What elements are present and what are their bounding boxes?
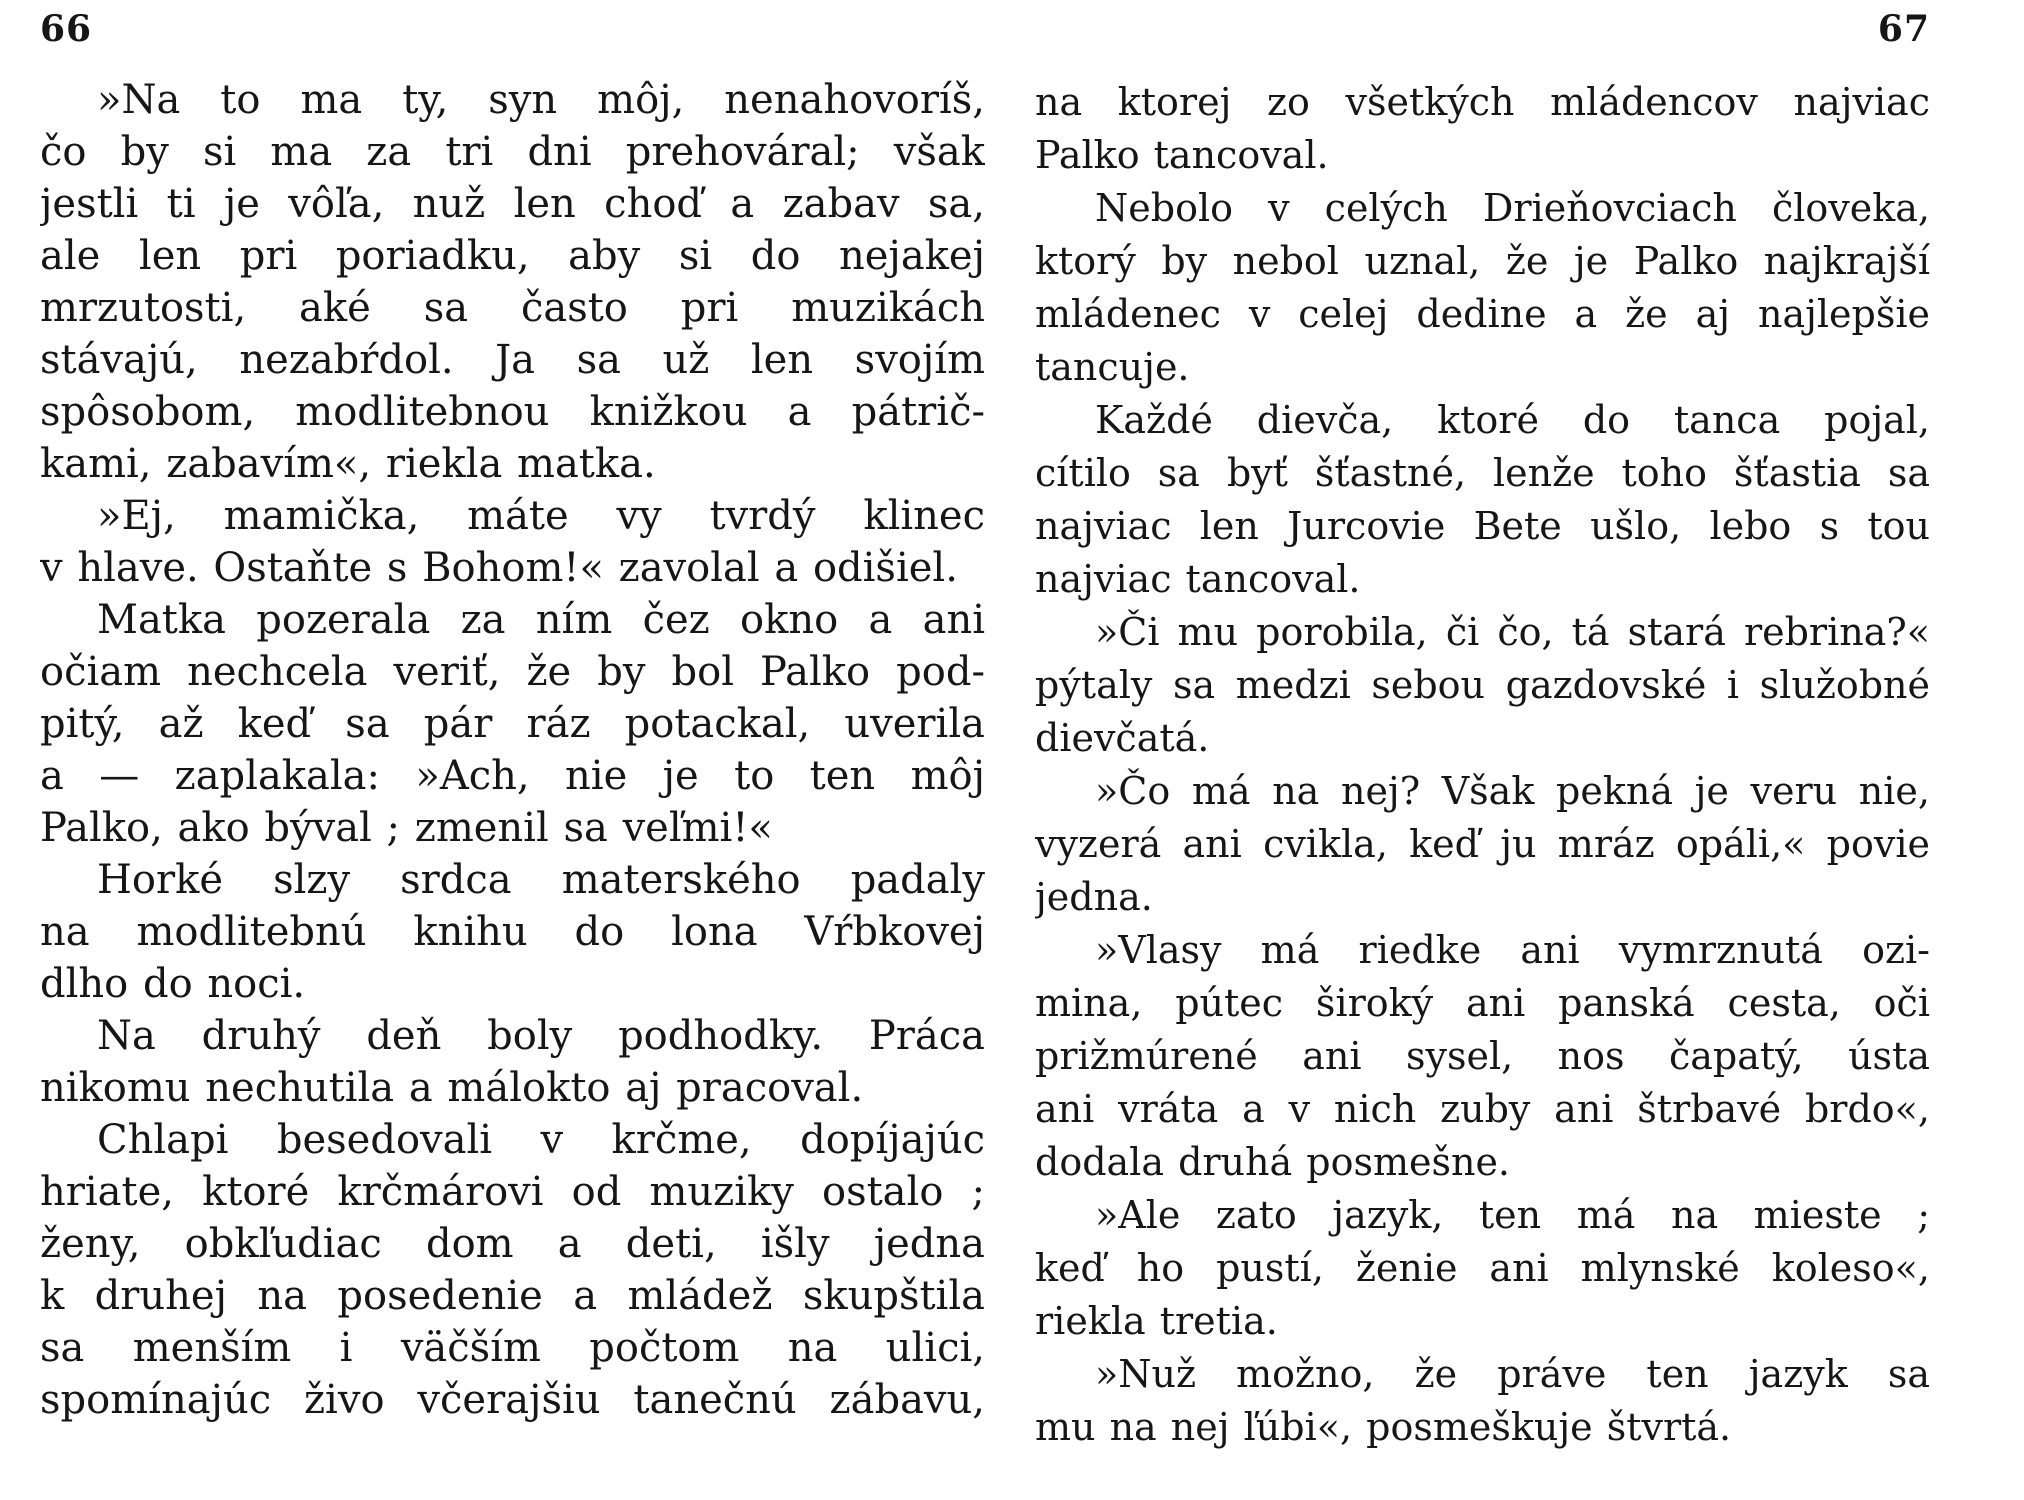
page-number-left: 66	[40, 8, 93, 50]
text-line: mina, pútec široký ani panská cesta, oči	[1035, 981, 1930, 1025]
text-line: jedna.	[1035, 875, 1153, 919]
text-line: cítilo sa byť šťastné, lenže toho šťastia sa	[1035, 451, 1930, 495]
text-line: jestli ti je vôľa, nuž len choď a zabav sa,	[40, 181, 985, 227]
text-line: riekla tretia.	[1035, 1299, 1278, 1343]
text-line: Horké slzy srdca materského padaly	[97, 857, 985, 903]
text-line: Palko, ako býval ; zmenil sa veľmi!«	[40, 805, 773, 851]
text-line: Matka pozerala za ním čez okno a ani	[97, 597, 985, 643]
text-line: Palko tancoval.	[1035, 133, 1329, 177]
text-line: keď ho pustí, ženie ani mlynské koleso«,	[1035, 1246, 1930, 1290]
text-line: na modlitebnú knihu do lona Vŕbkovej	[40, 909, 985, 955]
text-line: »Nuž možno, že práve ten jazyk sa	[1095, 1352, 1930, 1396]
text-line: v hlave. Ostaňte s Bohom!« zavolal a odišiel.	[40, 545, 958, 591]
text-line: ženy, obkľudiac dom a deti, išly jedna	[40, 1221, 985, 1267]
text-line: prižmúrené ani sysel, nos čapatý, ústa	[1035, 1034, 1930, 1078]
text-line: čo by si ma za tri dni prehováral; však	[40, 129, 985, 175]
text-line: pitý, až keď sa pár ráz potackal, uverila	[40, 701, 985, 747]
text-line: »Ale zato jazyk, ten má na mieste ;	[1095, 1193, 1930, 1237]
text-line: Nebolo v celých Drieňovciach človeka,	[1095, 186, 1930, 230]
text-line: spomínajúc živo včerajšiu tanečnú zábavu,	[40, 1377, 985, 1423]
text-line: kami, zabavím«, riekla matka.	[40, 441, 656, 487]
text-line: Chlapi besedovali v krčme, dopíjajúc	[97, 1117, 985, 1163]
text-line: vyzerá ani cvikla, keď ju mráz opáli,« povie	[1035, 822, 1930, 866]
text-line: ani vráta a v nich zuby ani štrbavé brdo«,	[1035, 1087, 1930, 1131]
text-column-right	[1035, 76, 1930, 1454]
text-line: očiam nechcela veriť, že by bol Palko pod-	[40, 649, 985, 695]
text-line: »Ej, mamička, máte vy tvrdý klinec	[97, 493, 985, 539]
text-line: mládenec v celej dedine a že aj najlepšie	[1035, 292, 1930, 336]
text-line: ktorý by nebol uznal, že je Palko najkrajší	[1035, 239, 1930, 283]
text-line: nikomu nechutila a málokto aj pracoval.	[40, 1065, 864, 1111]
text-line: najviac len Jurcovie Bete ušlo, lebo s tou	[1035, 504, 1930, 548]
text-line: stávajú, nezabŕdol. Ja sa už len svojím	[40, 337, 985, 383]
text-line: Každé dievča, ktoré do tanca pojal,	[1095, 398, 1930, 442]
text-line: ale len pri poriadku, aby si do nejakej	[40, 233, 985, 279]
text-line: »Či mu porobila, či čo, tá stará rebrina?«	[1095, 610, 1930, 654]
page-number-right: 67	[1877, 8, 1930, 50]
text-line: k druhej na posedenie a mládež skupštila	[40, 1273, 985, 1319]
text-line: pýtaly sa medzi sebou gazdovské i služobné	[1035, 663, 1930, 707]
text-column-left	[40, 74, 985, 1426]
text-line: hriate, ktoré krčmárovi od muziky ostalo ;	[40, 1169, 985, 1215]
text-line: a — zaplakala: »Ach, nie je to ten môj	[40, 753, 985, 799]
text-line: dlho do noci.	[40, 961, 306, 1007]
text-line: »Na to ma ty, syn môj, nenahovoríš,	[97, 77, 985, 123]
text-line: na ktorej zo všetkých mládencov najviac	[1035, 80, 1930, 124]
text-line: mrzutosti, aké sa často pri muzikách	[40, 285, 985, 331]
text-line: »Vlasy má riedke ani vymrznutá ozi-	[1095, 928, 1930, 972]
text-line: »Čo má na nej? Však pekná je veru nie,	[1095, 769, 1930, 813]
text-line: tancuje.	[1035, 345, 1190, 389]
text-line: najviac tancoval.	[1035, 557, 1361, 601]
text-line: dievčatá.	[1035, 716, 1210, 760]
text-line: spôsobom, modlitebnou knižkou a pátrič-	[40, 389, 985, 435]
text-line: sa menším i väčším počtom na ulici,	[40, 1325, 985, 1371]
text-line: mu na nej ľúbi«, posmeškuje štvrtá.	[1035, 1405, 1732, 1449]
text-line: Na druhý deň boly podhodky. Práca	[97, 1013, 985, 1059]
text-line: dodala druhá posmešne.	[1035, 1140, 1511, 1184]
